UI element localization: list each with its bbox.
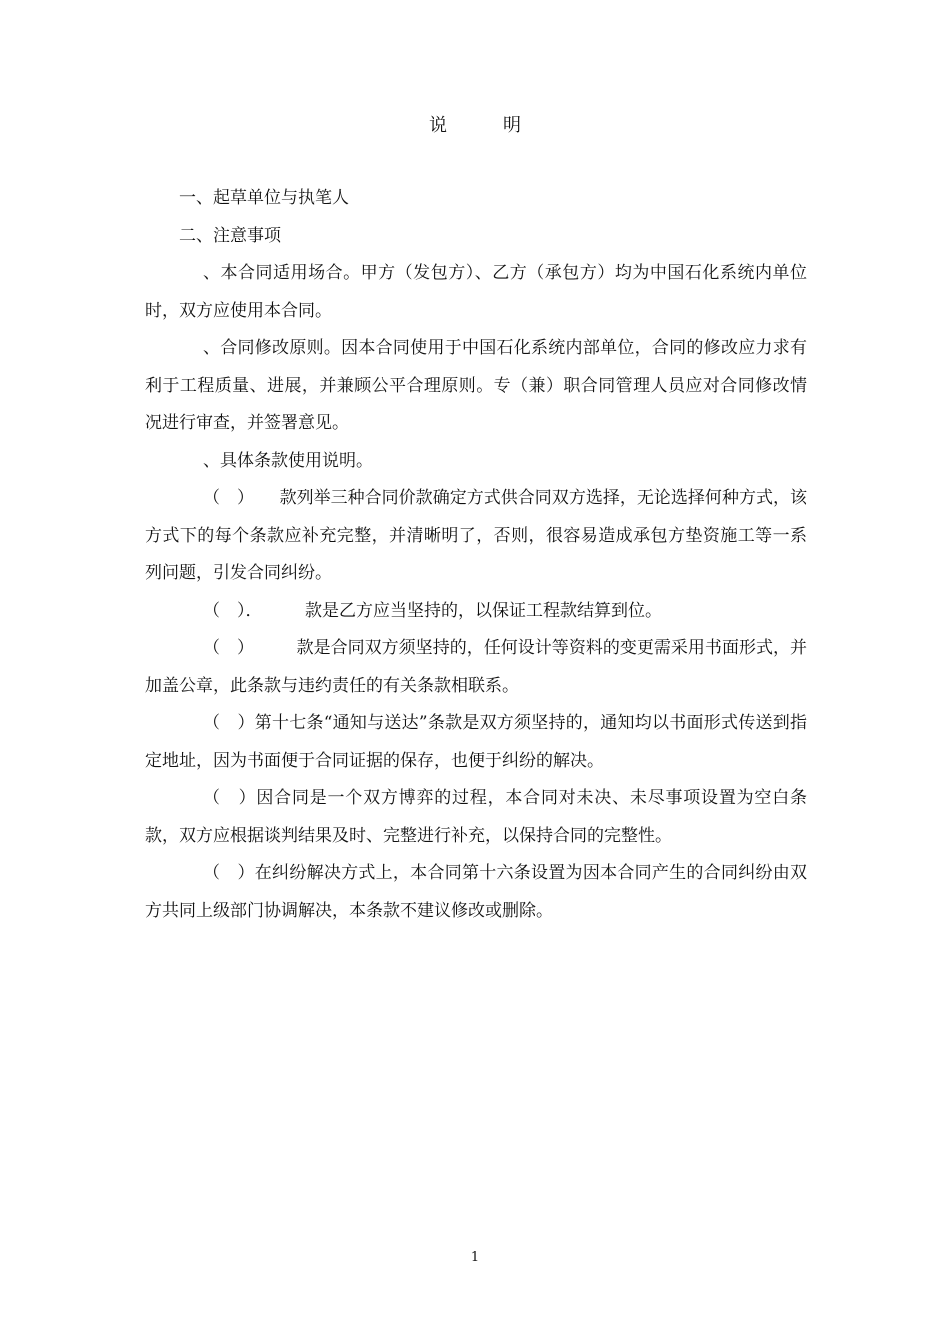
clause-note-dispute: （ ）在纠纷解决方式上，本合同第十六条设置为因本合同产生的合同纠纷由双方共同上级部门协调解决，本条款不建议修改或删除。: [145, 863, 807, 921]
clause-note-price: （ ） 款列举三种合同价款确定方式供合同双方选择，无论选择何种方式，该方式下的每个条款应补充完整，并清晰明了，否则，很容易造成承包方垫资施工等一系列问题，引发合同纠纷。: [145, 488, 807, 583]
note-applicability: 、本合同适用场合。甲方（发包方）、乙方（承包方）均为中国石化系统内单位时，双方应使用本合同。: [145, 263, 807, 321]
title-char-left: 说: [429, 115, 447, 136]
clause-note-changes: （ ） 款是合同双方须坚持的，任何设计等资料的变更需采用书面形式，并加盖公章，此条款与违约责任的有关条款相联系。: [145, 638, 807, 696]
note-clause-usage: 、具体条款使用说明。: [203, 450, 373, 471]
page-title: [0, 114, 950, 138]
section-heading-drafter: 一、起草单位与执笔人: [179, 188, 349, 208]
clause-note-settlement: （ ）． 款是乙方应当坚持的，以保证工程款结算到位。: [203, 600, 662, 621]
clause-note-notice: （ ）第十七条“通知与送达”条款是双方须坚持的，通知均以书面形式传送到指定地址，因为书面便于合同证据的保存，也便于纠纷的解决。: [145, 713, 807, 771]
title-char-right: 明: [503, 115, 521, 136]
page-number: 1: [470, 1250, 480, 1265]
section-heading-notes: 二、注意事项: [179, 225, 281, 246]
clause-note-blank-terms: （ ）因合同是一个双方博弈的过程，本合同对未决、未尽事项设置为空白条款，双方应根据谈判结果及时、完整进行补充，以保持合同的完整性。: [145, 788, 807, 846]
document-body: [145, 180, 807, 930]
note-modification-principle: 、合同修改原则。因本合同使用于中国石化系统内部单位，合同的修改应力求有利于工程质量、进展，并兼顾公平合理原则。专（兼）职合同管理人员应对合同修改情况进行审查，并签署意见。: [145, 338, 807, 433]
